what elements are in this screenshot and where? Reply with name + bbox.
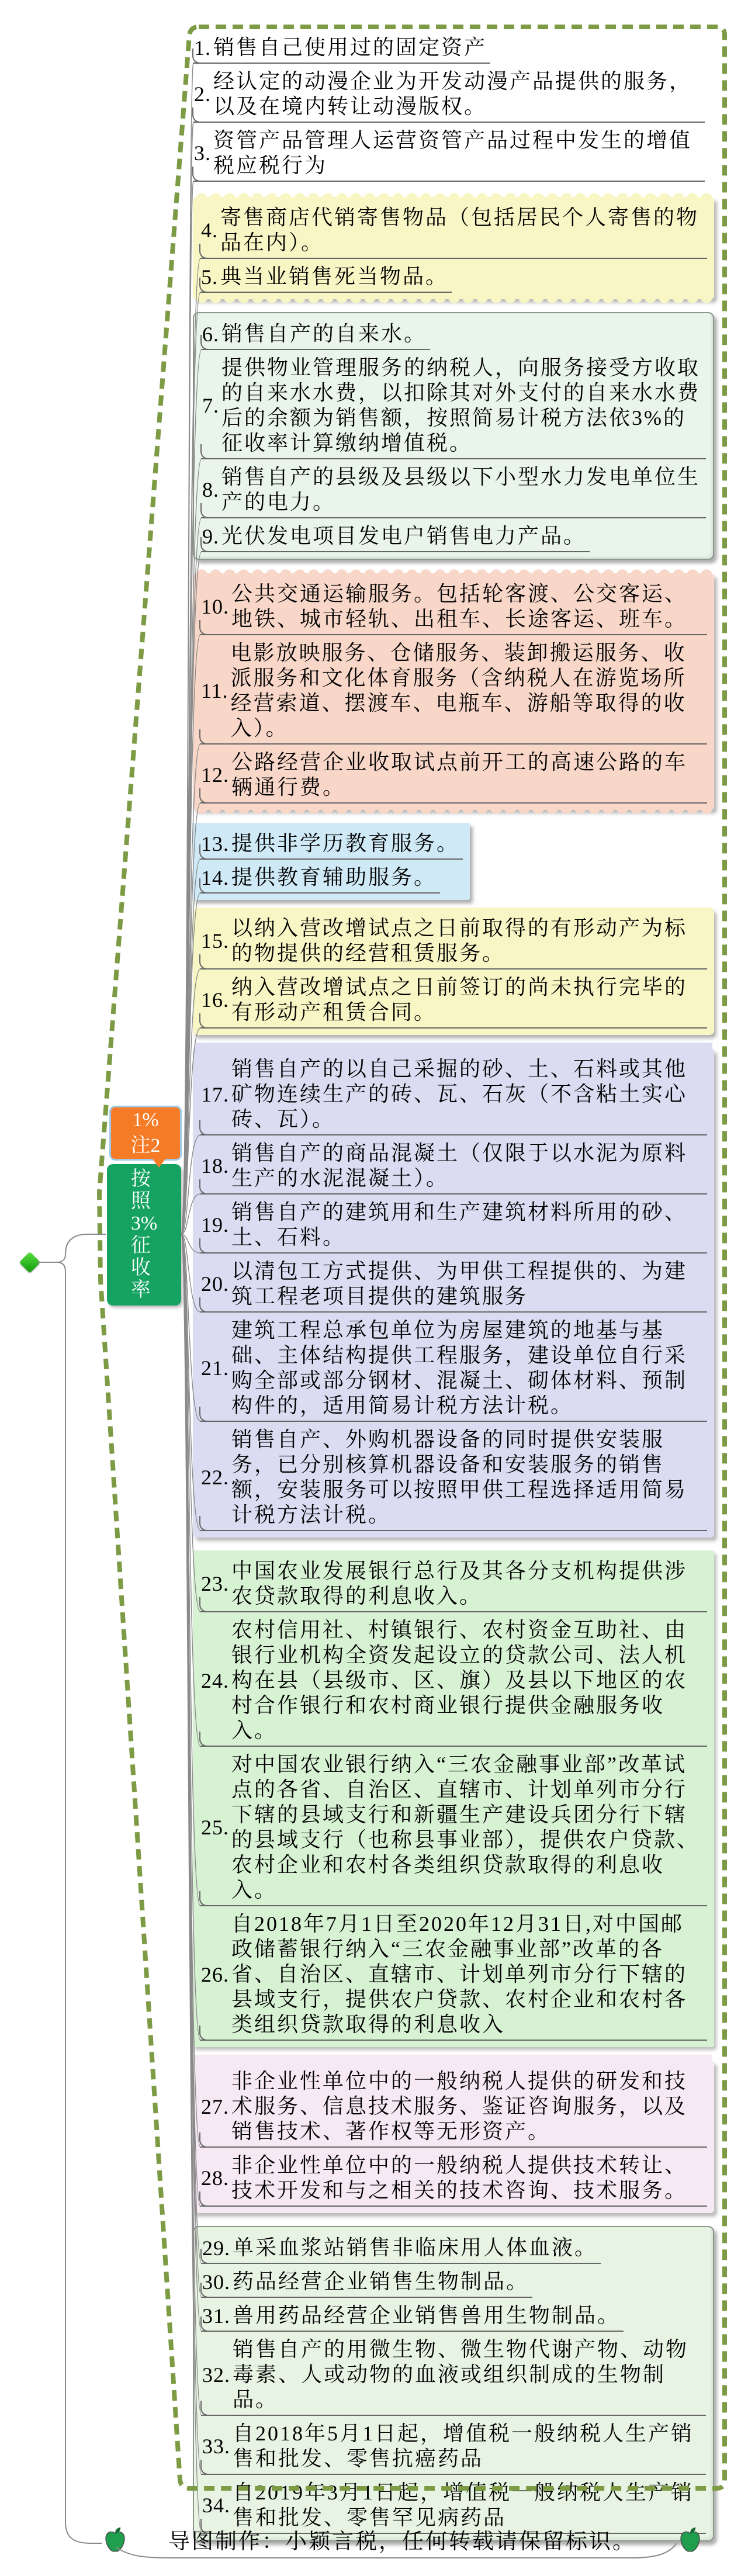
item-node[interactable] — [201, 2300, 624, 2332]
item-node[interactable] — [200, 1749, 707, 1906]
item-node[interactable] — [193, 65, 705, 123]
item-number: 30. — [202, 2270, 230, 2294]
item-text: 销售自己使用过的固定资产 — [213, 36, 487, 59]
item-group-5 — [193, 823, 470, 900]
item-node[interactable] — [201, 352, 706, 459]
item-number: 1. — [194, 36, 211, 60]
item-number: 33. — [202, 2435, 230, 2458]
item-group-8 — [193, 1550, 714, 2047]
item-text: 兽用药品经营企业销售兽用生物制品。 — [233, 2304, 621, 2327]
item-number: 8. — [202, 478, 219, 501]
root-topic-label: 按 照 3% 征 收 率 — [130, 1168, 158, 1301]
item-number: 18. — [201, 1154, 229, 1178]
item-text: 单采血浆站销售非临床用人体血液。 — [233, 2236, 598, 2259]
callout-line1: 1% — [132, 1109, 159, 1131]
item-text: 纳入营改增试点之日前签订的尚未执行完毕的有形动产租赁合同。 — [231, 975, 688, 1024]
item-number: 26. — [201, 1962, 229, 1986]
items-column — [193, 32, 714, 2549]
item-node[interactable] — [201, 2333, 706, 2416]
item-text: 以清包工方式提供、为甲供工程提供的、为建筑工程老项目提供的建筑服务 — [231, 1259, 688, 1308]
item-node[interactable] — [193, 124, 705, 182]
apple-icon — [102, 2526, 129, 2554]
item-node[interactable] — [200, 1137, 707, 1194]
item-node[interactable] — [200, 1555, 707, 1612]
item-node[interactable] — [200, 746, 707, 804]
item-group-10 — [193, 2226, 714, 2542]
root-diamond-icon — [19, 1252, 41, 1273]
item-number: 22. — [201, 1466, 229, 1489]
item-node[interactable] — [201, 520, 590, 552]
item-number: 24. — [201, 1668, 229, 1692]
item-text: 农村信用社、村镇银行、农村资金互助社、由银行业机构全资发起设立的贷款公司、法人机构在县（县级市、区、旗）及县以下地区的农村合作银行和农村商业银行提供金融服务收入。 — [231, 1618, 688, 1742]
item-number: 9. — [202, 524, 219, 548]
item-text: 典当业销售死当物品。 — [220, 265, 449, 288]
callout-label[interactable] — [109, 1106, 182, 1161]
item-node[interactable] — [201, 2266, 532, 2298]
item-node[interactable] — [201, 2232, 601, 2264]
item-number: 13. — [201, 832, 229, 856]
item-group-2 — [193, 197, 714, 299]
item-text: 资管产品管理人运营资管产品过程中发生的增值税应税行为 — [213, 129, 692, 177]
item-node[interactable] — [200, 2065, 707, 2148]
item-number: 15. — [201, 929, 229, 953]
item-node[interactable] — [200, 1053, 707, 1135]
item-number: 16. — [201, 988, 229, 1012]
item-number: 2. — [194, 82, 211, 106]
item-number: 34. — [202, 2494, 230, 2517]
item-text: 销售自产的县级及县级以下小型水力发电单位生产的电力。 — [221, 465, 701, 514]
item-node[interactable] — [200, 2149, 707, 2207]
item-node[interactable] — [201, 2418, 706, 2475]
item-group-3 — [193, 312, 714, 560]
item-number: 4. — [201, 219, 218, 242]
item-text: 销售自产的商品混凝土（仅限于以水泥为原料生产的水泥混凝土）。 — [231, 1141, 688, 1190]
item-number: 29. — [202, 2236, 230, 2260]
item-text: 销售自产、外购机器设备的同时提供安装服务，已分别核算机器设备和安装服务的销售额，安装服务可以按照甲供工程选择适用简易计税方法计税。 — [231, 1428, 688, 1526]
item-number: 25. — [201, 1816, 229, 1839]
item-node[interactable] — [200, 1424, 707, 1531]
credit-text: 导图制作：小颖言税，任何转载请保留标识。 — [168, 2530, 636, 2554]
item-node[interactable] — [193, 32, 490, 64]
item-node[interactable] — [201, 318, 430, 350]
item-text: 药品经营企业销售生物制品。 — [233, 2270, 529, 2293]
item-text: 光伏发电项目发电户销售电力产品。 — [221, 524, 587, 548]
item-group-7 — [193, 1048, 714, 1538]
item-number: 11. — [201, 679, 228, 702]
item-number: 32. — [202, 2363, 230, 2387]
item-number: 27. — [201, 2094, 229, 2118]
item-node[interactable] — [200, 861, 440, 894]
item-node[interactable] — [200, 202, 707, 259]
item-number: 14. — [201, 865, 229, 889]
item-node[interactable] — [201, 461, 706, 518]
item-text: 对中国农业银行纳入“三农金融事业部”改革试点的各省、自治区、直辖市、计划单列市分行下辖的县域支行和新疆生产建设兵团分行下辖的县域支行（也称县事业部），提供农户贷款、农村企业和农村各类组织贷款取得的利息收入。 — [231, 1753, 700, 1902]
item-number: 21. — [201, 1356, 229, 1380]
item-node[interactable] — [200, 971, 707, 1029]
root-topic-node[interactable] — [107, 1164, 181, 1306]
item-text: 自2018年5月1日起，增值税一般纳税人生产销售和批发、零售抗癌药品 — [233, 2422, 694, 2470]
item-number: 12. — [201, 763, 229, 787]
item-text: 销售自产的建筑用和生产建筑材料所用的砂、土、石料。 — [231, 1200, 688, 1249]
item-text: 电影放映服务、仓储服务、装卸搬运服务、收派服务和文化体育服务（含纳税人在游览场所经营索道、摆渡车、电瓶车、游船等取得的收入）。 — [230, 641, 687, 740]
item-text: 经认定的动漫企业为开发动漫产品提供的服务，以及在境内转让动漫版权。 — [213, 70, 692, 118]
item-text: 非企业性单位中的一般纳税人提供的研发和技术服务、信息技术服务、鉴证咨询服务，以及销售技术、著作权等无形资产。 — [231, 2069, 688, 2143]
item-group-4 — [193, 573, 714, 810]
item-number: 5. — [201, 265, 218, 289]
item-number: 31. — [202, 2304, 230, 2328]
item-number: 20. — [201, 1272, 229, 1296]
item-number: 6. — [202, 322, 219, 346]
item-number: 17. — [201, 1082, 229, 1106]
item-node[interactable] — [200, 261, 452, 293]
item-number: 7. — [202, 394, 219, 417]
item-text: 寄售商店代销寄售物品（包括居民个人寄售的物品在内）。 — [220, 206, 699, 254]
item-text: 中国农业发展银行总行及其各分支机构提供涉农贷款取得的利息收入。 — [231, 1559, 688, 1608]
item-text: 提供非学历教育服务。 — [231, 832, 460, 855]
item-node[interactable] — [200, 1614, 707, 1747]
item-node[interactable] — [200, 912, 707, 970]
item-number: 23. — [201, 1572, 229, 1595]
item-group-9 — [193, 2061, 714, 2213]
item-text: 自2019年3月1日起，增值税一般纳税人生产销售和批发、零售罕见病药品 — [233, 2481, 694, 2529]
item-node[interactable] — [200, 1255, 707, 1313]
item-node[interactable] — [200, 1196, 707, 1254]
item-text: 销售自产的用微生物、微生物代谢产物、动物毒素、人或动物的血液或组织制成的生物制品。 — [233, 2338, 689, 2411]
item-text: 自2018年7月1日至2020年12月31日,对中国邮政储蓄银行纳入“三农金融事业部”改革的各省、自治区、直辖市、计划单列市分行下辖的县域支行，提供农户贷款、农村企业和农村各类组织贷款取得的利息收入 — [231, 1912, 688, 2036]
item-number: 28. — [201, 2166, 229, 2190]
item-group-6 — [193, 908, 714, 1035]
item-text: 建筑工程总承包单位为房屋建筑的地基与基础、主体结构提供工程服务，建设单位自行采购全部或部分钢材、混凝土、砌体材料、预制构件的，适用简易计税方法计税。 — [231, 1318, 688, 1417]
apple-icon — [677, 2526, 704, 2554]
item-node[interactable] — [200, 1908, 707, 2041]
item-text: 提供物业管理服务的纳税人，向服务接受方收取的自来水水费，以扣除其对外支付的自来水水费后的余额为销售额，按照简易计税方法依3%的征收率计算缴纳增值税。 — [221, 356, 701, 455]
callout-line2: 注2 — [130, 1135, 161, 1157]
item-text: 非企业性单位中的一般纳税人提供技术转让、技术开发和与之相关的技术咨询、技术服务。 — [231, 2153, 688, 2202]
item-text: 销售自产的自来水。 — [221, 322, 427, 345]
item-text: 提供教育辅助服务。 — [231, 865, 437, 889]
item-number: 19. — [201, 1213, 229, 1237]
item-node[interactable] — [200, 827, 463, 860]
item-text: 销售自产的以自己采掘的砂、土、石料或其他矿物连续生产的砖、瓦、石灰（不含粘土实心砖、瓦）。 — [231, 1057, 688, 1131]
item-text: 公路经营企业收取试点前开工的高速公路的车辆通行费。 — [231, 750, 688, 799]
item-number: 10. — [201, 595, 229, 618]
item-number: 3. — [194, 141, 211, 165]
item-node[interactable] — [200, 578, 707, 635]
item-node[interactable] — [200, 1314, 707, 1422]
item-group-1 — [193, 32, 705, 183]
item-node[interactable] — [200, 637, 707, 745]
item-text: 以纳入营改增试点之日前取得的有形动产为标的物提供的经营租赁服务。 — [231, 916, 688, 965]
item-text: 公共交通运输服务。包括轮客渡、公交客运、地铁、城市轻轨、出租车、长途客运、班车。 — [231, 582, 688, 631]
